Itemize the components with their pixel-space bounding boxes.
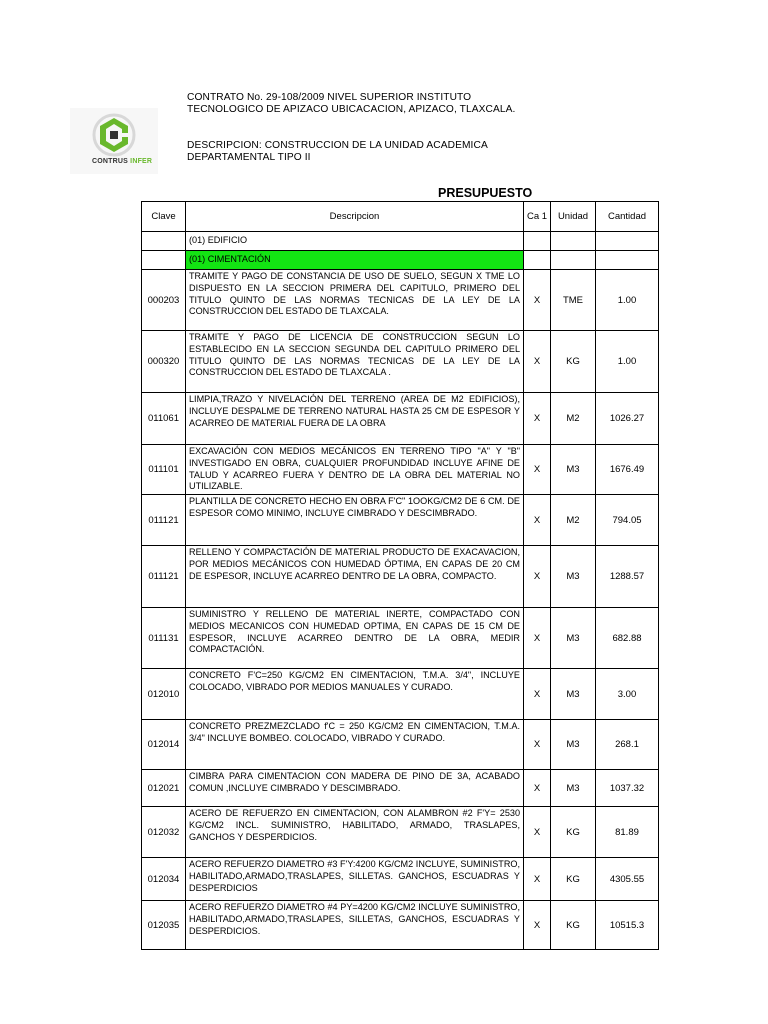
unidad-cell: M3 [551,669,596,720]
unidad-cell: TME [551,270,596,331]
unidad-cell: M2 [551,393,596,445]
cantidad-cell: 81.89 [596,807,659,858]
description-cell: CONCRETO PREZMEZCLADO f'C = 250 KG/CM2 EN CIMENTACION, T.M.A. 3/4" INCLUYE BOMBEO. COLOCADO, VIBRADO Y CURADO. [186,720,524,770]
ca-cell: X [524,720,551,770]
empty-cell [551,232,596,251]
col-unidad: Unidad [551,202,596,232]
page-title: PRESUPUESTO [438,186,533,200]
clave-cell: 000320 [142,331,186,393]
ca-cell: X [524,270,551,331]
cantidad-cell: 682.88 [596,608,659,669]
empty-cell [524,251,551,270]
ca-cell: X [524,770,551,807]
ca-cell: X [524,669,551,720]
table-row [142,393,659,445]
table-row [142,858,659,901]
cantidad-cell: 268.1 [596,720,659,770]
unidad-cell: KG [551,858,596,901]
table-row [142,331,659,393]
description-cell: ACERO REFUERZO DIAMETRO #3 F'Y:4200 KG/CM2 INCLUYE, SUMINISTRO, HABILITADO,ARMADO,TRASLAPES, SILLETAS. GANCHOS, ESCUADRAS Y DESPERDICIOS [186,858,524,901]
unidad-cell: M3 [551,770,596,807]
clave-cell: 012034 [142,858,186,901]
cantidad-cell: 1288.57 [596,546,659,608]
description-cell: RELLENO Y COMPACTACIÓN DE MATERIAL PRODUCTO DE EXACAVACION, POR MEDIOS MECÁNICOS CON HUMEDAD ÓPTIMA, EN CAPAS DE 20 CM DE ESPESOR, INCLUYE ACARREO DENTRO DE LA OBRA, COMPACTO. [186,546,524,608]
contract-line: TECNOLOGICO DE APIZACO UBICACACION, APIZACO, TLAXCALA. [187,104,516,115]
empty-cell [551,251,596,270]
empty-cell [142,232,186,251]
empty-cell [524,232,551,251]
cantidad-cell: 3.00 [596,669,659,720]
clave-cell: 011121 [142,495,186,546]
description-cell: ACERO DE REFUERZO EN CIMENTACION, CON ALAMBRON #2 F'Y= 2530 KG/CM2 INCL. SUMINISTRO, HABILITADO, ARMADO, TRASLAPES, GANCHOS Y DESPERDICIOS. [186,807,524,858]
clave-cell: 011061 [142,393,186,445]
ca-cell: X [524,901,551,950]
description-cell: ACERO REFUERZO DIAMETRO #4 PY=4200 KG/CM2 INCLUYE SUMINISTRO, HABILITADO,ARMADO,TRASLAPES, SILLETAS, GANCHOS, ESCUADRAS Y DESPERDICIOS. [186,901,524,950]
ca-cell: X [524,546,551,608]
table-row [142,669,659,720]
unidad-cell: KG [551,807,596,858]
col-cantidad: Cantidad [596,202,659,232]
unidad-cell: KG [551,331,596,393]
description-cell: CIMBRA PARA CIMENTACION CON MADERA DE PINO DE 3A, ACABADO COMUN ,INCLUYE CIMBRADO Y DESCIMBRADO. [186,770,524,807]
col-clave: Clave [142,202,186,232]
description-cell: CONCRETO F'C=250 KG/CM2 EN CIMENTACION, T.M.A. 3/4", INCLUYE COLOCADO, VIBRADO POR MEDIOS MANUALES Y CURADO. [186,669,524,720]
ca-cell: X [524,393,551,445]
description-cell: TRAMITE Y PAGO DE CONSTANCIA DE USO DE SUELO, SEGUN X TME LO DISPUESTO EN LA SECCION PRIMERA DEL CAPITULO, PRIMERO DEL TITULO QUINTO DE LAS NORMAS TECNICAS DE LA LEY DE LA CONSTRUCCION DEL ESTADO DE TLAXCALA. [186,270,524,331]
budget-table [141,201,659,950]
unidad-cell: M3 [551,546,596,608]
empty-cell [596,251,659,270]
ca-cell: X [524,858,551,901]
clave-cell: 011101 [142,445,186,495]
empty-cell [142,251,186,270]
table-row [142,495,659,546]
unidad-cell: M3 [551,445,596,495]
cantidad-cell: 1.00 [596,331,659,393]
clave-cell: 012010 [142,669,186,720]
table-row [142,608,659,669]
clave-cell: 000203 [142,270,186,331]
contract-info [187,92,547,116]
table-row [142,270,659,331]
ca-cell: X [524,331,551,393]
company-logo [70,108,158,174]
description-cell: LIMPIA,TRAZO Y NIVELACIÓN DEL TERRENO (AREA DE M2 EDIFICIOS), INCLUYE DESPALME DE TERRENO NATURAL HASTA 25 CM DE ESPESOR Y ACARREO DE MATERIAL FUERA DE LA OBRA [186,393,524,445]
table-row [142,445,659,495]
cantidad-cell: 1.00 [596,270,659,331]
cantidad-cell: 4305.55 [596,858,659,901]
clave-cell: 011121 [142,546,186,608]
cantidad-cell: 794.05 [596,495,659,546]
cantidad-cell: 1026.27 [596,393,659,445]
contract-line: CONTRATO No. 29-108/2009 NIVEL SUPERIOR INSTITUTO [187,92,472,103]
section-label-highlighted: (01) CIMENTACIÓN [186,251,524,270]
table-row [142,720,659,770]
table-header-row [142,202,659,232]
clave-cell: 011131 [142,608,186,669]
unidad-cell: KG [551,901,596,950]
table-row [142,807,659,858]
ca-cell: X [524,807,551,858]
description-cell: SUMINISTRO Y RELLENO DE MATERIAL INERTE, COMPACTADO CON MEDIOS MECANICOS CON HUMEDAD OPTIMA, EN CAPAS DE 15 CM DE ESPESOR, INCLUYE ACARREO DENTRO DE LA OBRA, MEDIR COMPACTACIÓN. [186,608,524,669]
clave-cell: 012032 [142,807,186,858]
clave-cell: 012014 [142,720,186,770]
table-row [142,546,659,608]
description-line: DEPARTAMENTAL TIPO II [187,152,311,163]
ca-cell: X [524,495,551,546]
cantidad-cell: 1037.32 [596,770,659,807]
description-cell: TRAMITE Y PAGO DE LICENCIA DE CONSTRUCCION SEGUN LO ESTABLECIDO EN LA SECCION SEGUNDA DEL CAPITULO PRIMERO DEL TITULO QUINTO DE LAS NORMAS TECNICAS DE LA LEY DE LA CONSTRUCCION DEL ESTADO DE TLAXCALA . [186,331,524,393]
logo-wordmark: CONTRUS INFER [92,158,153,165]
description-cell: EXCAVACIÓN CON MEDIOS MECÁNICOS EN TERRENO TIPO "A" Y "B" INVESTIGADO EN OBRA, CUALQUIER PROFUNDIDAD INCLUYE AFINE DE TALUD Y ACARREO FUERA Y DENTRO DE LA OBRA DEL MATERIAL NO UTILIZABLE. [186,445,524,495]
project-description [187,140,547,164]
description-line: DESCRIPCION: CONSTRUCCION DE LA UNIDAD ACADEMICA [187,140,488,151]
section-row [142,232,659,251]
ca-cell: X [524,608,551,669]
section-label: (01) EDIFICIO [186,232,524,251]
unidad-cell: M2 [551,495,596,546]
unidad-cell: M3 [551,720,596,770]
cantidad-cell: 10515.3 [596,901,659,950]
clave-cell: 012021 [142,770,186,807]
empty-cell [596,232,659,251]
unidad-cell: M3 [551,608,596,669]
table-row [142,901,659,950]
cantidad-cell: 1676.49 [596,445,659,495]
ca-cell: X [524,445,551,495]
col-descripcion: Descripcion [186,202,524,232]
description-cell: PLANTILLA DE CONCRETO HECHO EN OBRA F'C" 1OOKG/CM2 DE 6 CM. DE ESPESOR COMO MINIMO, INCLUYE CIMBRADO Y DESCIMBRADO. [186,495,524,546]
col-ca: Ca 1 [524,202,551,232]
table-row [142,770,659,807]
section-row [142,251,659,270]
clave-cell: 012035 [142,901,186,950]
